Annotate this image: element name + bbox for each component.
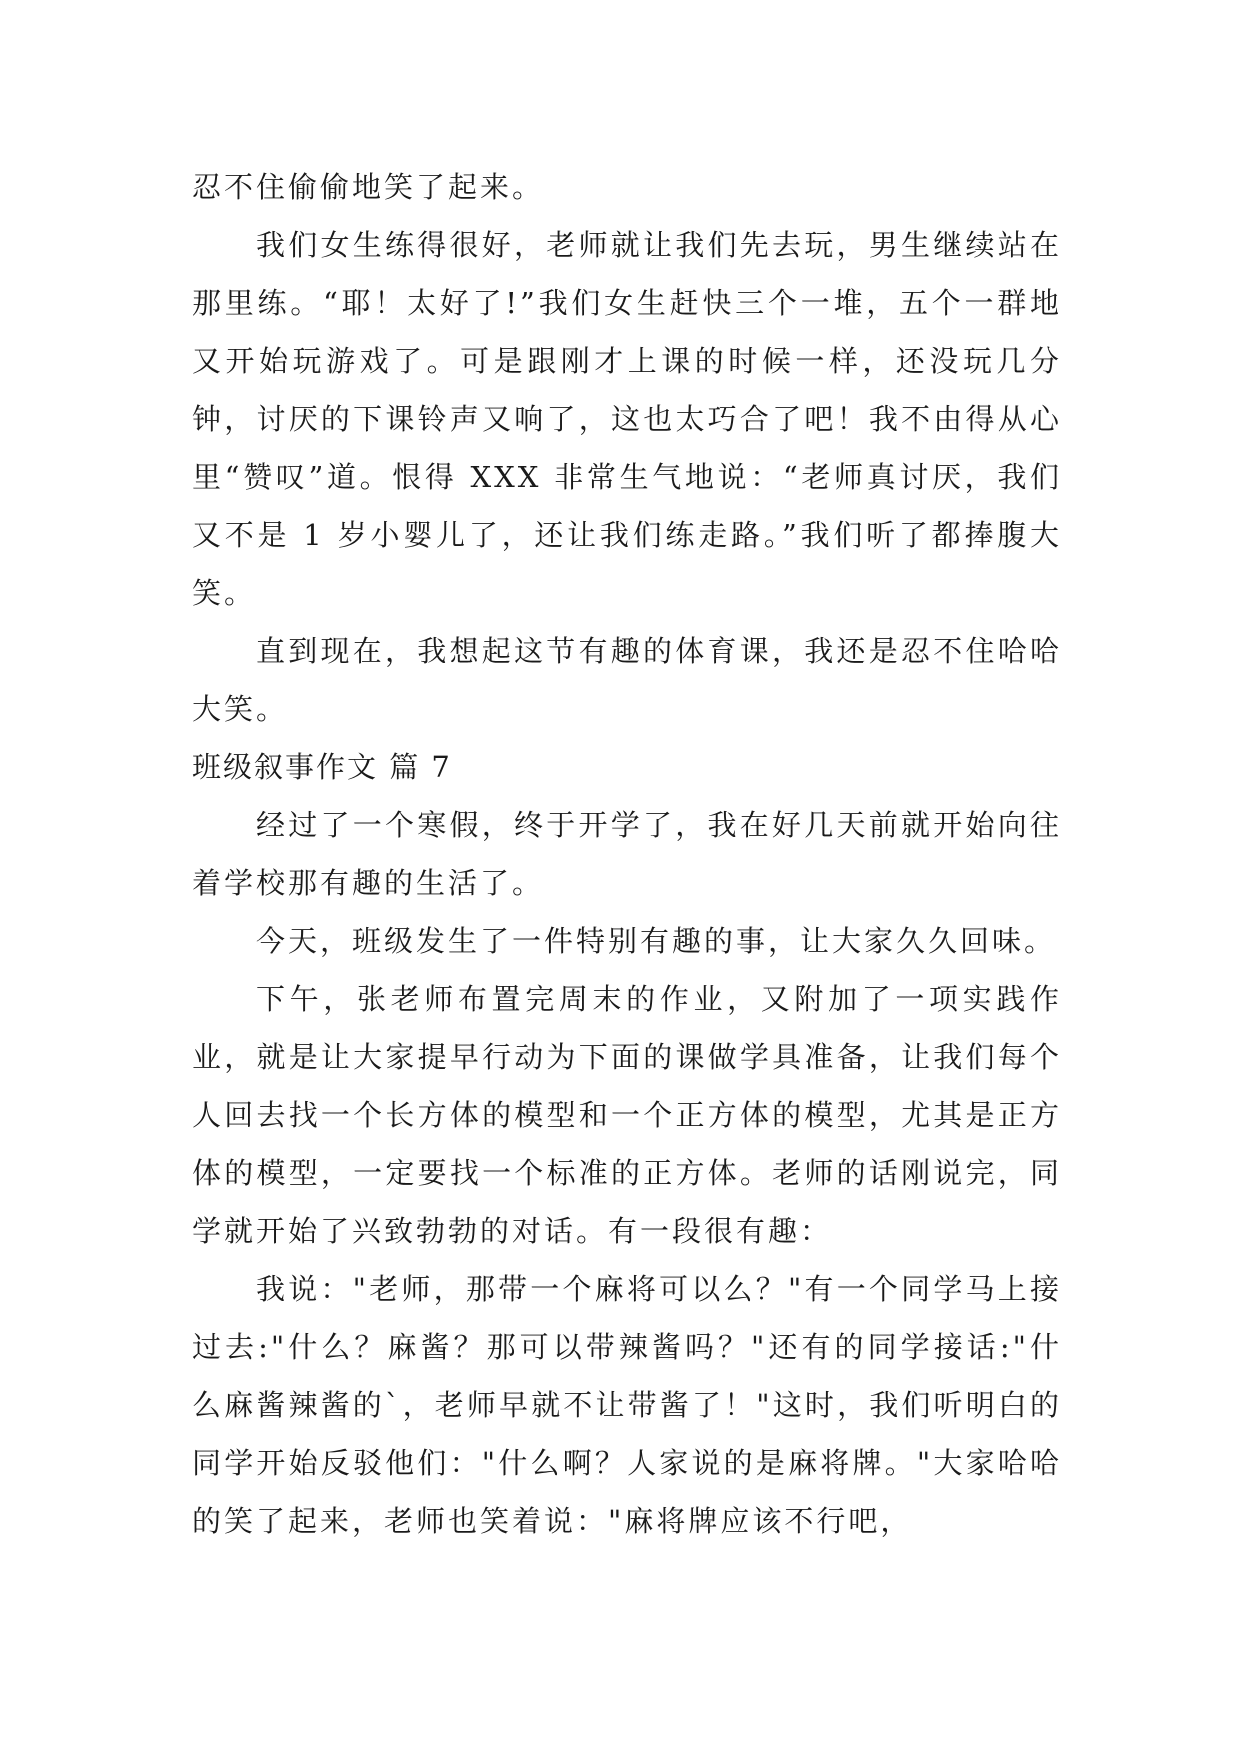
paragraph-until-now: 直到现在，我想起这节有趣的体育课，我还是忍不住哈哈大笑。 <box>192 634 1062 726</box>
paragraph-winter-break: 经过了一个寒假，终于开学了，我在好几天前就开始向往着学校那有趣的生活了。 <box>192 808 1062 900</box>
paragraph-dialogue: 我说："老师，那带一个麻将可以么？"有一个同学马上接过去:"什么？麻酱？那可以带辣酱吗？"还有的同学接话:"什么麻酱辣酱的`，老师早就不让带酱了！"这时，我们听明白的同学开始反驳他们："什么啊？人家说的是麻将牌。"大家哈哈的笑了起来，老师也笑着说："麻将牌应该不行吧， <box>192 1272 1062 1538</box>
document-body <box>192 158 1062 1550</box>
section-heading: 班级叙事作文 篇 7 <box>192 750 452 784</box>
paragraph-girls-practice: 我们女生练得很好，老师就让我们先去玩，男生继续站在那里练。“耶！太好了!”我们女生赶快三个一堆，五个一群地又开始玩游戏了。可是跟刚才上课的时候一样，还没玩几分钟，讨厌的下课铃声又响了，这也太巧合了吧！我不由得从心里“赞叹”道。恨得 XXX 非常生气地说：“老师真讨厌，我们又不是 1 岁小婴儿了，还让我们练走路。”我们听了都捧腹大笑。 <box>192 228 1062 610</box>
paragraph-continuation: 忍不住偷偷地笑了起来。 <box>192 170 545 204</box>
paragraph-afternoon: 下午，张老师布置完周末的作业，又附加了一项实践作业，就是让大家提早行动为下面的课做学具准备，让我们每个人回去找一个长方体的模型和一个正方体的模型，尤其是正方体的模型，一定要找一个标准的正方体。老师的话刚说完，同学就开始了兴致勃勃的对话。有一段很有趣： <box>192 982 1062 1248</box>
paragraph-today: 今天，班级发生了一件特别有趣的事，让大家久久回味。 <box>256 924 1057 958</box>
